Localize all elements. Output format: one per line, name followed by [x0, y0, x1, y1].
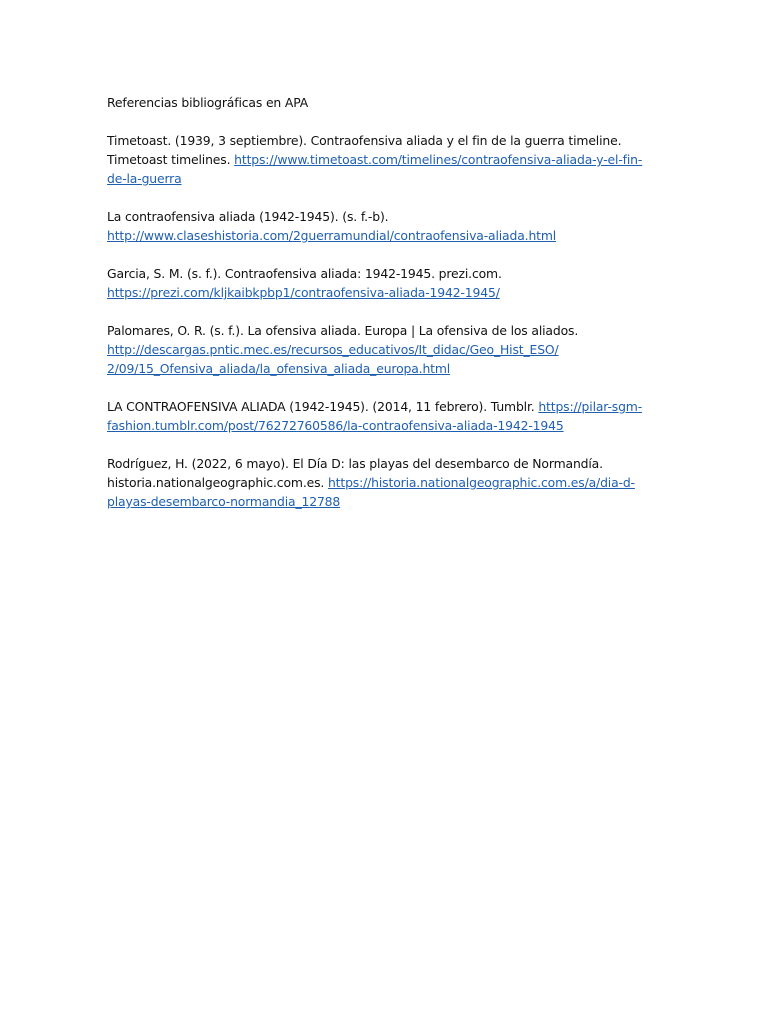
reference-link[interactable]: https://pilar-sgm- — [538, 399, 643, 414]
reference-entry — [107, 454, 667, 511]
reference-link-continuation[interactable]: 2/09/15_Ofensiva_aliada/la_ofensiva_aliada_europa.html — [107, 361, 451, 376]
reference-link[interactable]: http://www.claseshistoria.com/2guerramundial/contraofensiva-aliada.html — [107, 228, 557, 243]
reference-link[interactable]: https://prezi.com/kljkaibkpbp1/contraofensiva-aliada-1942-1945/ — [107, 285, 500, 300]
reference-link[interactable]: http://descargas.pntic.mec.es/recursos_educativos/It_didac/Geo_Hist_ESO/ — [107, 342, 559, 357]
reference-entry — [107, 397, 667, 435]
reference-link-continuation[interactable]: playas-desembarco-normandia_12788 — [107, 494, 341, 509]
reference-entry — [107, 264, 667, 302]
reference-text: Garcia, S. M. (s. f.). Contraofensiva aliada: 1942-1945. prezi.com. — [107, 266, 502, 281]
reference-text: Rodríguez, H. (2022, 6 mayo). El Día D: las playas del desembarco de Normandía. — [107, 456, 603, 471]
reference-text: LA CONTRAOFENSIVA ALIADA (1942-1945). (2014, 11 febrero). Tumblr. — [107, 399, 539, 414]
reference-entry — [107, 131, 667, 188]
reference-link[interactable]: https://www.timetoast.com/timelines/contraofensiva-aliada-y-el-fin- — [234, 152, 643, 167]
reference-text: La contraofensiva aliada (1942-1945). (s. f.-b). — [107, 209, 389, 224]
document-page — [107, 93, 667, 530]
reference-entry — [107, 321, 667, 378]
reference-link-continuation[interactable]: fashion.tumblr.com/post/76272760586/la-contraofensiva-aliada-1942-1945 — [107, 418, 564, 433]
reference-text: Timetoast timelines. — [107, 152, 235, 167]
reference-text: Timetoast. (1939, 3 septiembre). Contraofensiva aliada y el fin de la guerra timeline. — [107, 133, 622, 148]
reference-entry — [107, 207, 667, 245]
reference-link[interactable]: https://historia.nationalgeographic.com.es/a/dia-d- — [327, 475, 635, 490]
reference-text: Palomares, O. R. (s. f.). La ofensiva aliada. Europa | La ofensiva de los aliados. — [107, 323, 579, 338]
reference-link-continuation[interactable]: de-la-guerra — [107, 171, 182, 186]
document-title: Referencias bibliográficas en APA — [107, 95, 309, 110]
reference-text: historia.nationalgeographic.com.es. — [107, 475, 328, 490]
